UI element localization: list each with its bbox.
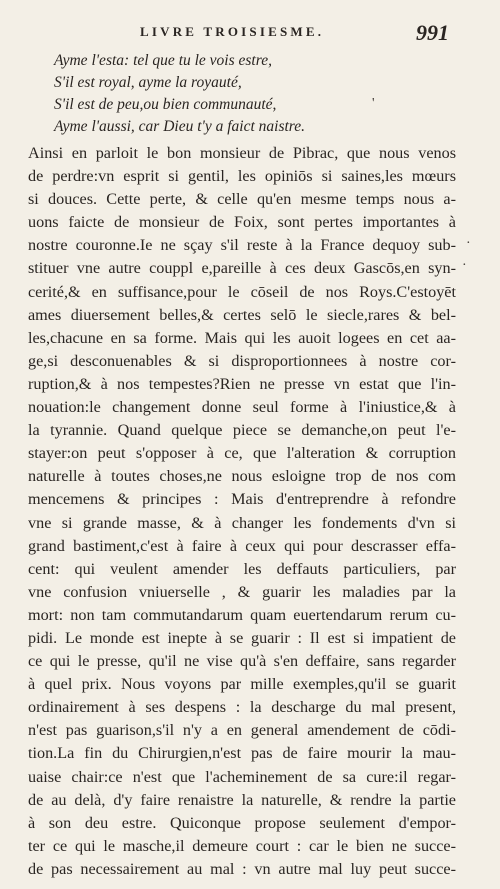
text-line: ce qui le presse, qu'il ne vise qu'à s'en deffaire, sans regarder — [28, 652, 456, 671]
text-line: ordinairement à ses despens : la descharge du mal present, — [28, 698, 456, 717]
text-line: vne confusion vniuerselle , & guarir les maladies par la — [28, 582, 456, 601]
text-line: nouation:le changement donne seul forme à l'iniustice,& à — [28, 398, 456, 417]
text-line: tion.La fin du Chirurgien,n'est pas de faire mourir la mau- — [28, 744, 456, 763]
text-line: cent: qui veulent amender les deffauts particuliers, par — [28, 559, 456, 578]
text-line: naturelle à toutes choses,ne nous esloigne trop de nos com — [28, 467, 456, 486]
text-line: si douces. Cette perte, & celle qu'en mesme temps nous a- — [28, 190, 456, 209]
page-number: 991 — [416, 20, 449, 45]
text-line: mencemens & principes : Mais d'entreprendre à refondre — [28, 490, 456, 509]
text-line: stayer:on peut s'opposer à ce, que l'alteration & corruption — [28, 444, 456, 463]
verse-line: Ayme l'esta: tel que tu le vois estre, — [54, 52, 272, 69]
text-line: grand bastiment,c'est à faire à ceux qui pour descrasser effa- — [28, 536, 456, 555]
margin-mark-dot: · — [466, 236, 471, 251]
text-line: à son deu estre. Quiconque propose seulement d'empor- — [28, 813, 456, 832]
text-line: ge,si desconuenables & si disproportionnees à nostre cor- — [28, 351, 456, 370]
text-line: uaise chair:ce n'est que l'acheminement de sa cure:il regar- — [28, 767, 456, 786]
text-line: ruption,& à nos tempestes?Rien ne presse vn estat que l'in- — [28, 374, 456, 393]
text-line: mort: non tam commutandarum quam euertendarum rerum cu- — [28, 605, 456, 624]
text-line: ames diuersement belles,& certes selō le siecle,rares & bel- — [28, 305, 456, 324]
verse-line: S'il est royal, ayme la royauté, — [54, 74, 242, 91]
text-line: de au delà, d'y faire renaistre la naturelle, & rendre la partie — [28, 790, 456, 809]
margin-mark-dot: · — [462, 258, 467, 273]
text-line: de pas necessairement au mal : vn autre mal luy peut succe- — [28, 859, 456, 878]
text-line: la tyrannie. Quand quelque piece se demanche,on peut l'e- — [28, 421, 456, 440]
body-paragraph — [28, 142, 456, 881]
text-line: les,chacune en sa forme. Mais qui les auoit logees en cet aa- — [28, 328, 456, 347]
verse-quatrain — [54, 50, 454, 138]
text-line: Ainsi en parloit le bon monsieur de Pibrac, que nous venos — [28, 144, 456, 162]
text-line: stituer vne autre couppl e,pareille à ces deux Gascōs,en syn- — [28, 259, 456, 278]
verse-line: Ayme l'aussi, car Dieu t'y a faict naistre. — [54, 118, 306, 135]
page-header — [0, 20, 500, 54]
margin-mark-dot: ' — [372, 96, 375, 111]
text-line: cerité,& en suffisance,pour le cōseil de nos Roys.C'estoyēt — [28, 282, 456, 301]
running-title: LIVRE TROISIESME. — [140, 24, 325, 39]
verse-line: S'il est de peu,ou bien communauté, — [54, 96, 277, 113]
text-line: de perdre:vn esprit si gentil, les opiniōs si saines,les mœurs — [28, 167, 456, 186]
text-line: pidi. Le monde est inepte à se guarir : Il est si impatient de — [28, 628, 456, 647]
text-line: ter ce qui le masche,il demeure court : car le bien ne succe- — [28, 836, 456, 855]
text-line: nostre couronne.Ie ne sçay s'il reste à la France dequoy sub- — [28, 236, 456, 255]
text-line: uons faicte de monsieur de Foix, sont pertes importantes à — [28, 213, 456, 232]
text-line: n'est pas guarison,s'il n'y a en general amendement de cōdi- — [28, 721, 456, 740]
text-line: vne si grande masse, & à changer les fondements d'vn si — [28, 513, 456, 532]
text-line: à quel prix. Nous voyons par mille exemples,qu'il se guarit — [28, 675, 456, 694]
